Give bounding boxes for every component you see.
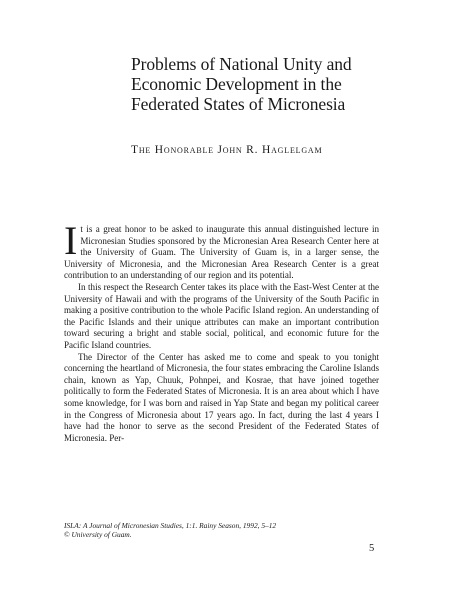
paragraph-1-text: t is a great honor to be asked to inaugurate this annual distinguished lecture in Micronesian Studies sponsored by the Micronesian Area Research Center here at the University of Guam. The University of Guam is, in a larger sense, the University of Micronesia, and the Micronesian Area Research Center is a great contribution to an understanding of our region and its potential. bbox=[64, 224, 379, 281]
citation-line: ISLA: A Journal of Micronesian Studies, 1:1. Rainy Season, 1992, 5–12 bbox=[64, 521, 277, 530]
title-line-2: Economic Development in the bbox=[131, 74, 342, 94]
article-body bbox=[64, 218, 379, 444]
page-number: 5 bbox=[369, 543, 375, 554]
copyright-line: © University of Guam. bbox=[64, 530, 132, 540]
title-line-1: Problems of National Unity and bbox=[131, 54, 352, 74]
drop-cap: I bbox=[64, 218, 78, 263]
article-title bbox=[131, 54, 391, 114]
body-paragraph-3: The Director of the Center has asked me to come and speak to you tonight concerning the heartland of Micronesia, the four states embracing the Caroline Islands chain, known as Yap, Chuuk, Pohnpei, and Kosrae, that have joined together politically to form the Federated States of Micronesia. It is an area about which I have some knowledge, for I was born and raised in Yap State and began my political career in the Congress of Micronesia about 17 years ago. In fact, during the last 4 years I have had the honor to serve as the second President of the Federated States of Micronesia. Per- bbox=[64, 351, 379, 443]
journal-citation-footer bbox=[64, 521, 276, 540]
article-author: The Honorable John R. Haglelgam bbox=[131, 144, 323, 156]
body-paragraph-1 bbox=[64, 218, 379, 282]
title-line-3: Federated States of Micronesia bbox=[131, 94, 346, 114]
body-paragraph-2: In this respect the Research Center takes its place with the East-West Center at the University of Hawaii and with the programs of the University of the South Pacific in making a positive contribution to the whole Pacific Island region. An understanding of the Pacific Islands and their unique attributes can make an important contribution toward securing a bright and stable social, political, and economic future for the Pacific Island countries. bbox=[64, 281, 379, 350]
